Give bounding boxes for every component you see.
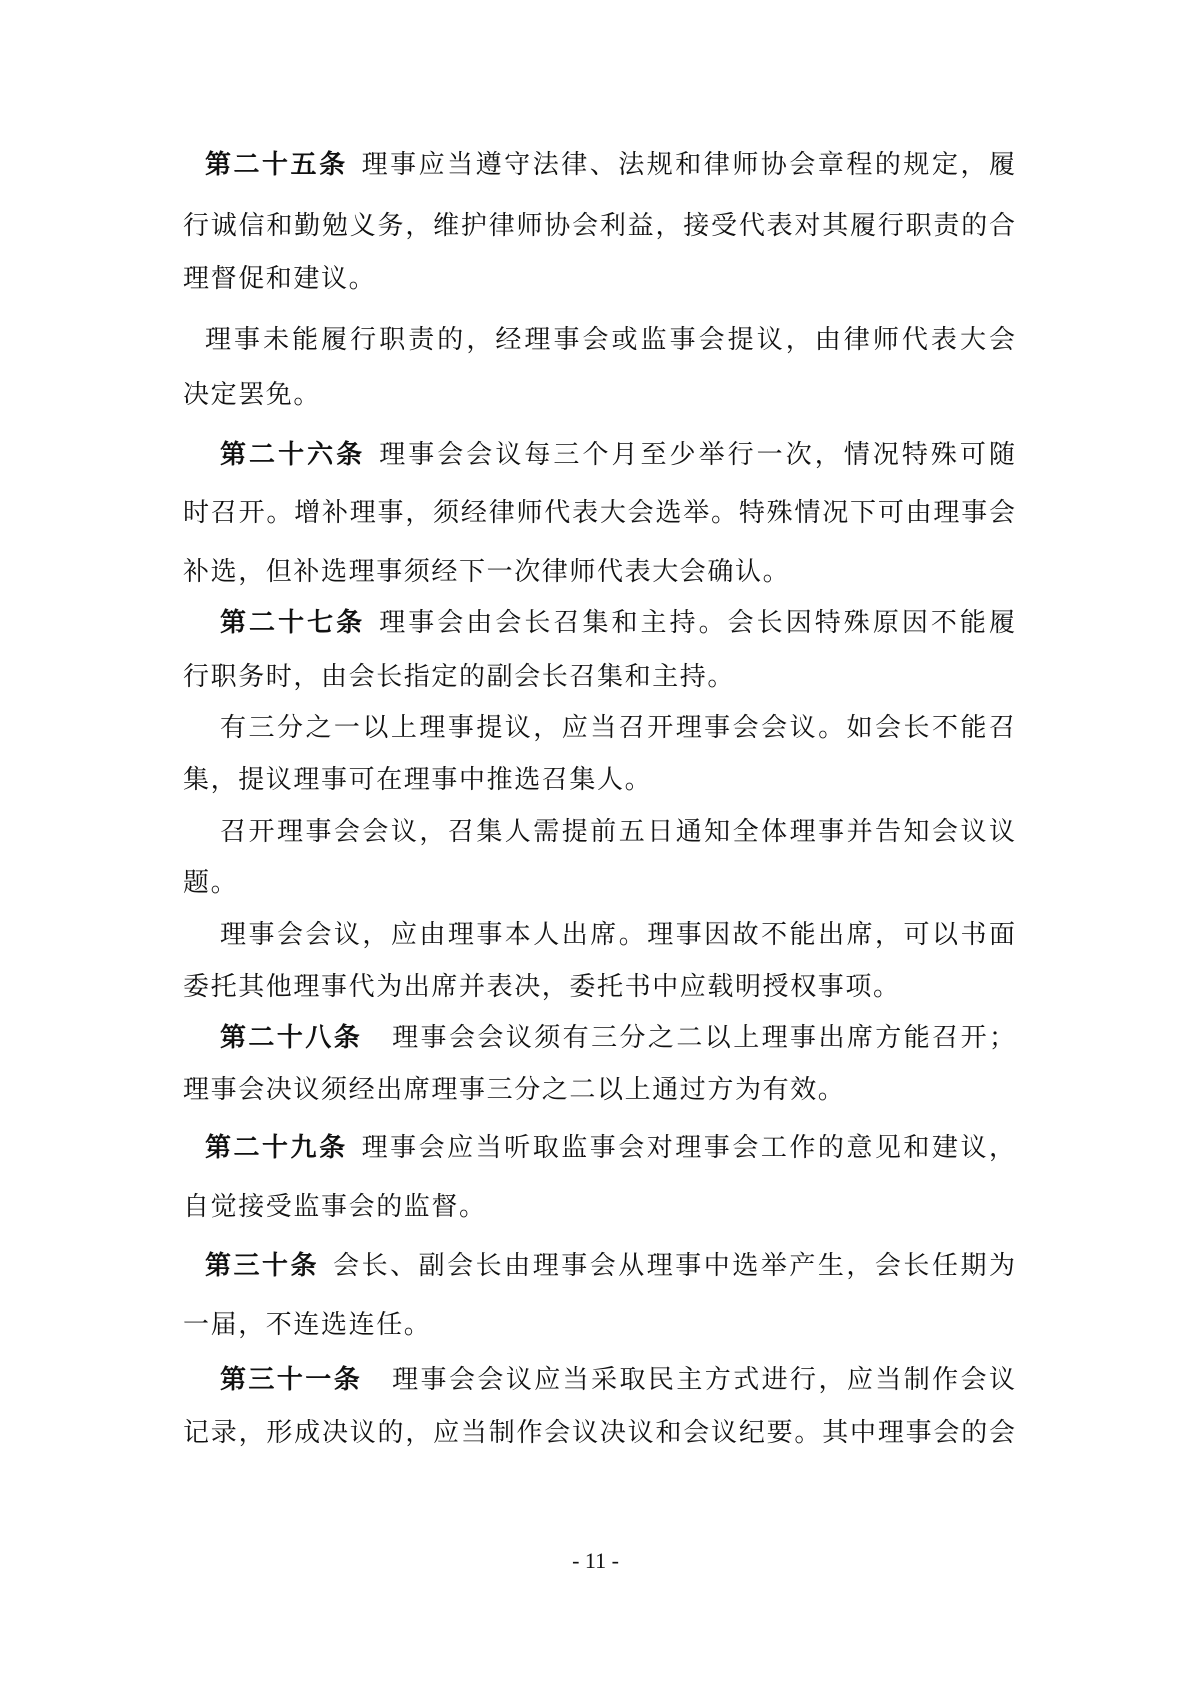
article-29-line-1: 第二十九条 理事会应当听取监事会对理事会工作的意见和建议， (205, 1133, 1015, 1163)
article-27-para-4-line-2: 委托其他理事代为出席并表决，委托书中应载明授权事项。 (183, 972, 901, 1002)
article-heading: 第二十六条 (220, 440, 366, 470)
article-30-line-1: 第三十条 会长、副会长由理事会从理事中选举产生，会长任期为 (205, 1251, 1015, 1281)
article-26-line-2: 时召开。增补理事，须经律师代表大会选举。特殊情况下可由理事会 (183, 498, 1015, 528)
article-29-line-2: 自觉接受监事会的监督。 (183, 1192, 487, 1222)
article-27-para-2-line-1: 有三分之一以上理事提议，应当召开理事会会议。如会长不能召 (220, 713, 1015, 743)
article-27-para-3-line-2: 题。 (183, 868, 239, 898)
article-31-line-2: 记录，形成决议的，应当制作会议决议和会议纪要。其中理事会的会 (183, 1418, 1015, 1448)
article-28-line-1: 第二十八条 理事会会议须有三分之二以上理事出席方能召开； (220, 1023, 1015, 1053)
article-heading: 第二十八条 (220, 1023, 363, 1053)
article-heading: 第二十七条 (220, 608, 366, 638)
article-25-line-3: 理督促和建议。 (183, 264, 377, 294)
article-27-line-2: 行职务时，由会长指定的副会长召集和主持。 (183, 662, 736, 692)
article-heading: 第三十条 (205, 1251, 320, 1281)
page-number: - 11 - (572, 1548, 619, 1573)
article-heading: 第二十五条 (205, 150, 348, 180)
article-25-line-1: 第二十五条 理事应当遵守法律、法规和律师协会章程的规定，履 (205, 150, 1015, 180)
article-27-para-3-line-1: 召开理事会会议，召集人需提前五日通知全体理事并告知会议议 (220, 817, 1015, 847)
article-25-para-2-line-1: 理事未能履行职责的，经理事会或监事会提议，由律师代表大会 (205, 325, 1015, 355)
article-31-line-1: 第三十一条 理事会会议应当采取民主方式进行，应当制作会议 (220, 1365, 1015, 1395)
article-heading: 第三十一条 (220, 1365, 363, 1395)
article-26-line-1: 第二十六条 理事会会议每三个月至少举行一次，情况特殊可随 (220, 440, 1015, 470)
article-27-para-4-line-1: 理事会会议，应由理事本人出席。理事因故不能出席，可以书面 (220, 920, 1015, 950)
article-30-line-2: 一届，不连选连任。 (183, 1310, 432, 1340)
article-27-para-2-line-2: 集，提议理事可在理事中推选召集人。 (183, 765, 653, 795)
article-26-line-3: 补选，但补选理事须经下一次律师代表大会确认。 (183, 557, 791, 587)
article-25-para-2-line-2: 决定罢免。 (183, 380, 322, 410)
article-heading: 第二十九条 (205, 1133, 348, 1163)
article-25-line-2: 行诚信和勤勉义务，维护律师协会利益，接受代表对其履行职责的合 (183, 211, 1015, 241)
article-28-line-2: 理事会决议须经出席理事三分之二以上通过方为有效。 (183, 1075, 846, 1105)
article-27-line-1: 第二十七条 理事会由会长召集和主持。会长因特殊原因不能履 (220, 608, 1015, 638)
